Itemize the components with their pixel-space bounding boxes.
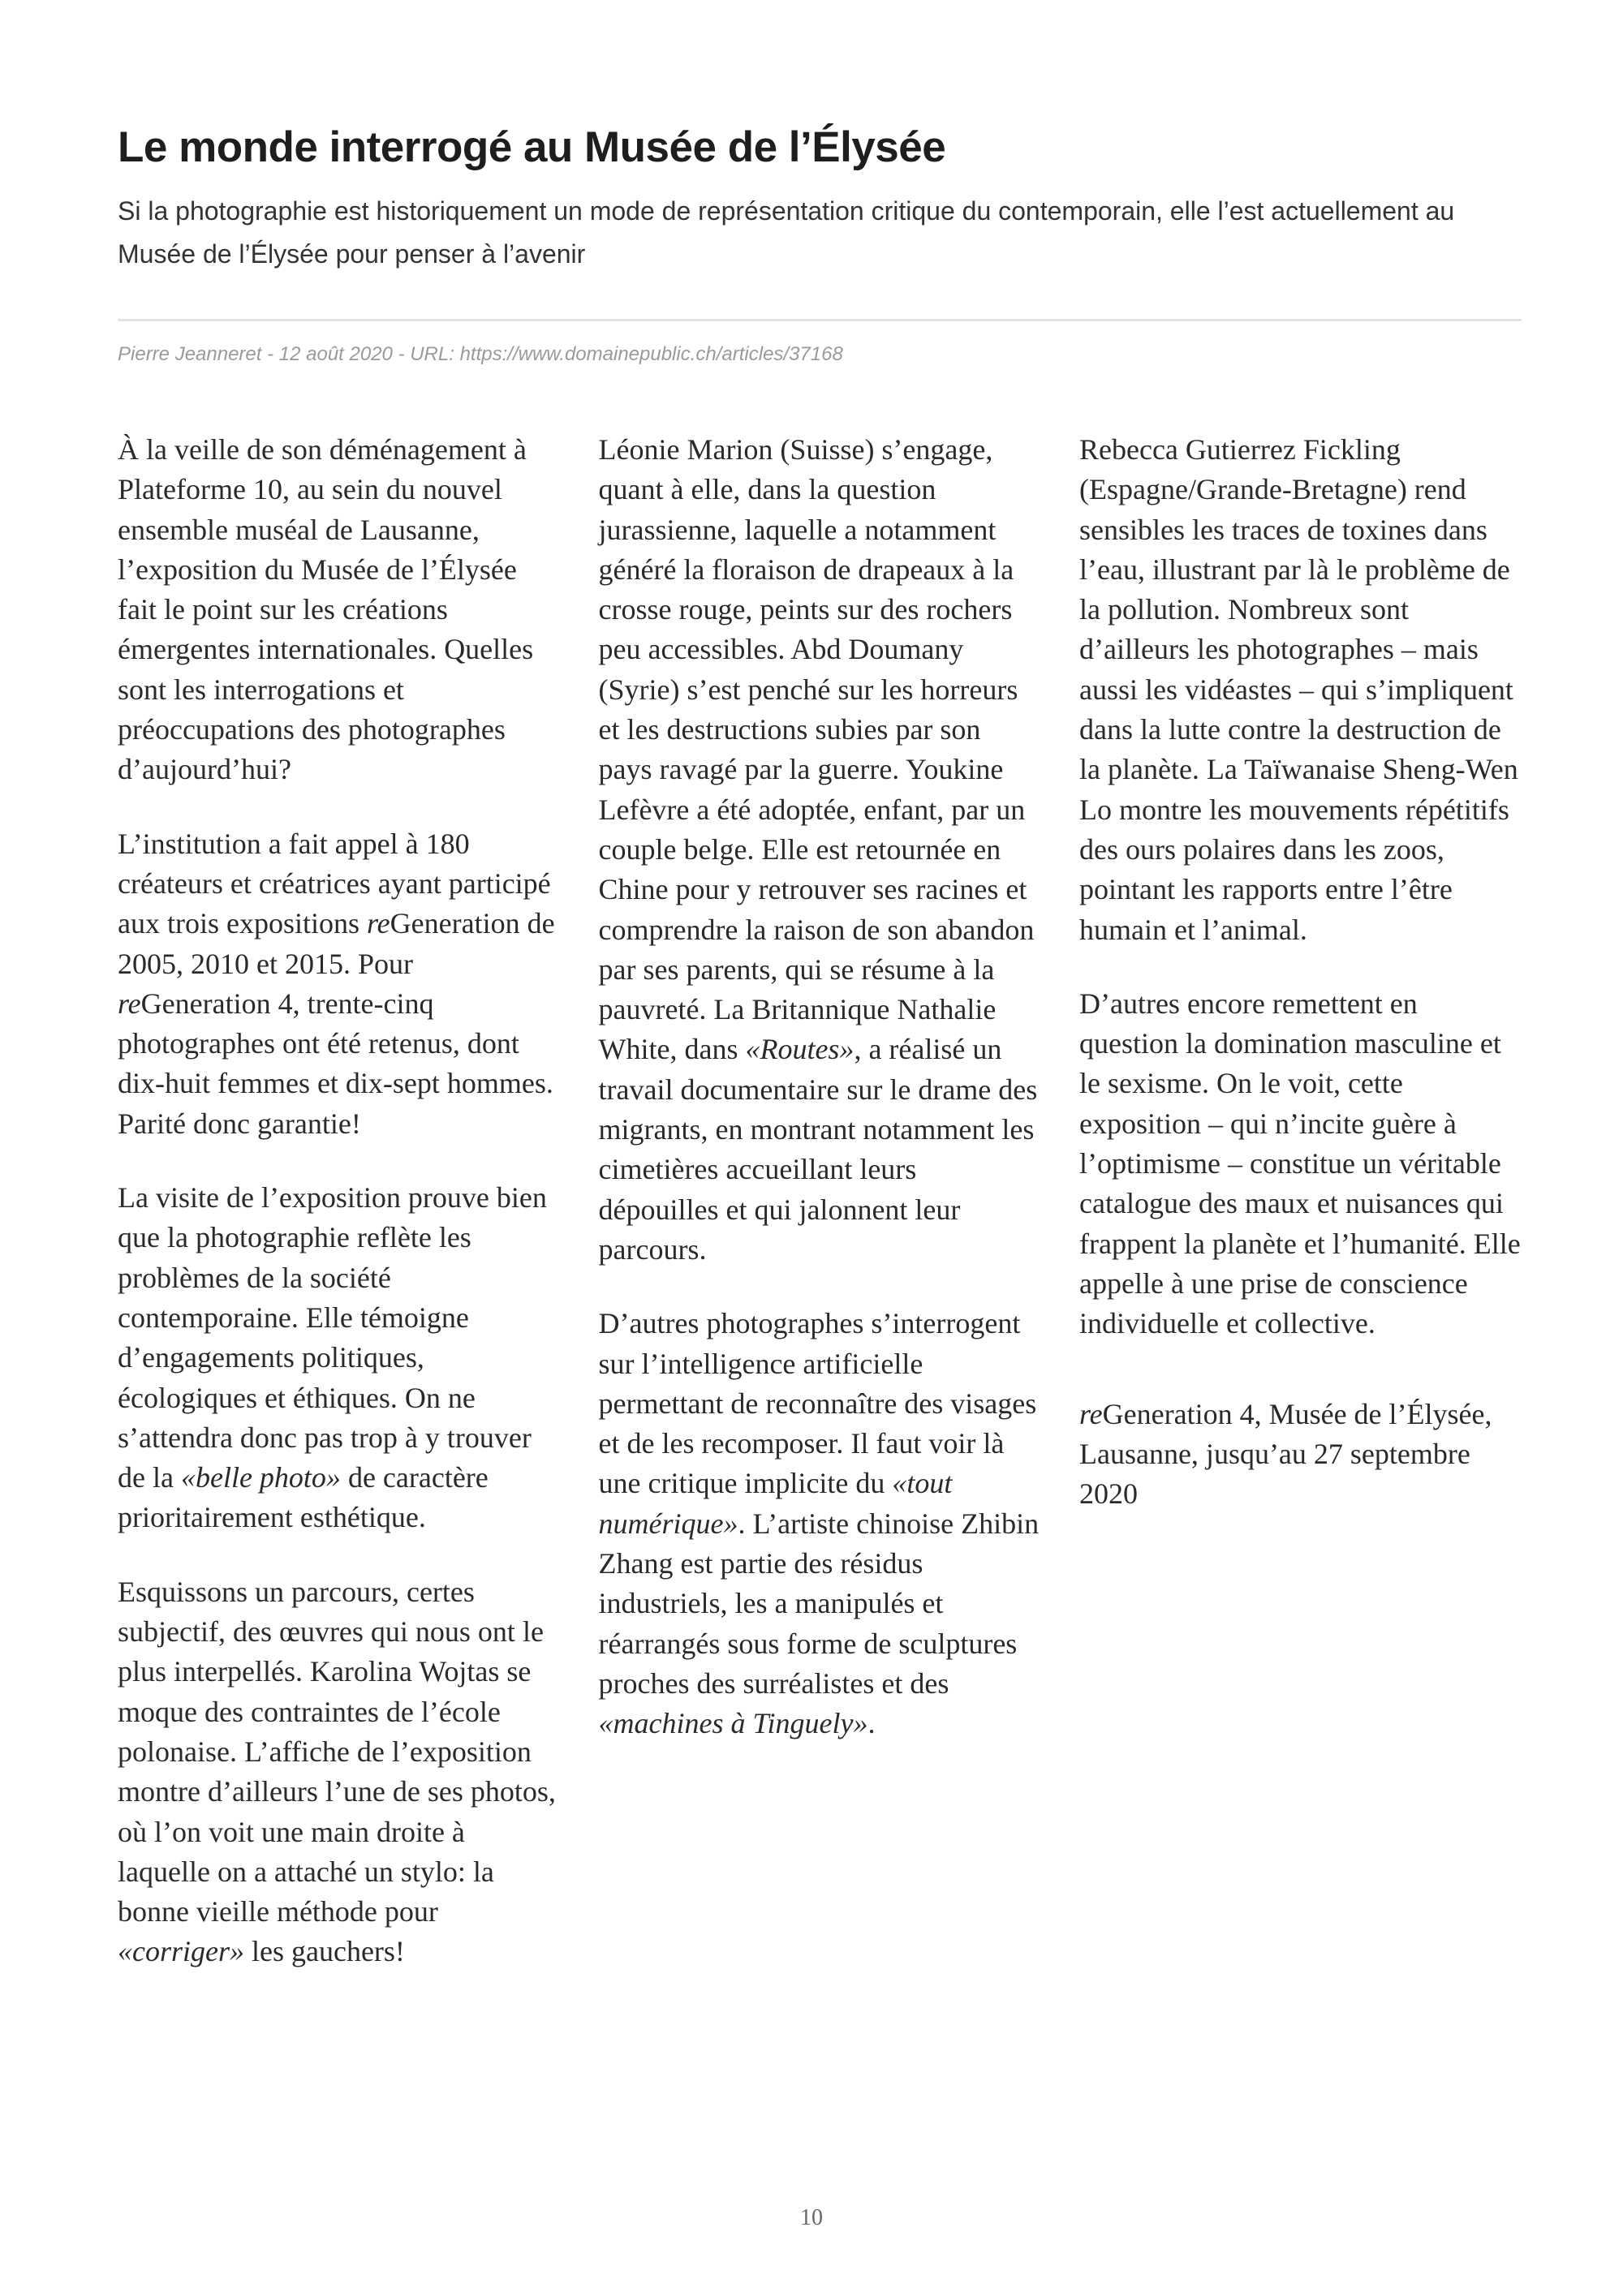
body-column-3 [1079, 430, 1522, 2036]
body-paragraph: La visite de l’exposition prouve bien que la photographie reflète les problèmes de la société contemporaine. Elle témoigne d’engagements politiques, écologiques et éthiques. On ne s’attendra donc pas trop à y trouver de la «belle photo» de caractère prioritairement esthétique. [118, 1181, 547, 1534]
article-body [118, 430, 1522, 2036]
body-column-2 [599, 430, 1041, 2036]
article-subtitle: Si la photographie est historiquement un mode de représentation critique du contemporain, elle l’est actuellement au Musée de l’Élysée pour penser à l’avenir [118, 196, 1455, 269]
body-paragraph: Esquissons un parcours, certes subjectif, des œuvres qui nous ont le plus interpellés. Karolina Wojtas se moque des contraintes de l’école polonaise. L’affiche de l’exposition montre d’ailleurs l’une de ses photos, où l’on voit une main droite à laquelle on a attaché un stylo: la bonne vieille méthode pour «corriger» les gauchers! [118, 1575, 556, 1968]
header-divider [118, 319, 1522, 321]
article-title: Le monde interrogé au Musée de l’Élysée [118, 123, 946, 171]
body-paragraph: L’institution a fait appel à 180 créateurs et créatrices ayant participé aux trois expositions reGeneration de 2005, 2010 et 2015. Pour reGeneration 4, trente-cinq photographes ont été retenus, dont dix-huit femmes et dix-sept hommes. Parité donc garantie! [118, 827, 555, 1140]
body-paragraph: À la veille de son déménagement à Plateforme 10, au sein du nouvel ensemble muséal de Lausanne, l’exposition du Musée de l’Élysée fait le point sur les créations émergentes internationales. Quelles sont les interrogations et préoccupations des photographes d’aujourd’hui? [118, 433, 534, 786]
page-number: 10 [800, 2205, 823, 2230]
body-paragraph: Rebecca Gutierrez Fickling (Espagne/Grande-Bretagne) rend sensibles les traces de toxines dans l’eau, illustrant par là le problème de la pollution. Nombreux sont d’ailleurs les photographes – mais aussi les vidéastes – qui s’impliquent dans la lutte contre la destruction de la planète. La Taïwanaise Sheng-Wen Lo montre les mouvements répétitifs des ours polaires dans les zoos, pointant les rapports entre l’être humain et l’animal. [1079, 433, 1518, 946]
body-column-1 [118, 430, 560, 2036]
body-paragraph: D’autres photographes s’interrogent sur l’intelligence artificielle permettant de reconnaître des visages et de les recomposer. Il faut voir là une critique implicite du «tout numérique». L’artiste chinoise Zhibin Zhang est partie des résidus industriels, les a manipulés et réarrangés sous forme de sculptures proches des surréalistes et des «machines à Tinguely». [598, 1307, 1040, 1740]
exhibition-info: reGeneration 4, Musée de l’Élysée, Lausanne, jusqu’au 27 septembre 2020 [1079, 1397, 1492, 1511]
article-byline: Pierre Jeanneret - 12 août 2020 - URL: https://www.domainepublic.ch/articles/37168 [118, 343, 843, 365]
body-paragraph: D’autres encore remettent en question la domination masculine et le sexisme. On le voit, cette exposition – qui n’incite guère à l’optimisme – constitue un véritable catalogue des maux et nuisances qui frappent la planète et l’humanité. Elle appelle à une prise de conscience individuelle et collective. [1079, 987, 1521, 1340]
article-header [118, 122, 1522, 276]
body-paragraph: Léonie Marion (Suisse) s’engage, quant à elle, dans la question jurassienne, laquelle a notamment généré la floraison de drapeaux à la crosse rouge, peints sur des rochers peu accessibles. Abd Doumany (Syrie) s’est penché sur les horreurs et les destructions subies par son pays ravagé par la guerre. Youkine Lefèvre a été adoptée, enfant, par un couple belge. Elle est retournée en Chine pour y retrouver ses racines et comprendre la raison de son abandon par ses parents, qui se résume à la pauvreté. La Britannique Nathalie White, dans «Routes», a réalisé un travail documentaire sur le drame des migrants, en montrant notamment les cimetières accueillant leurs dépouilles et qui jalonnent leur parcours. [598, 433, 1038, 1266]
